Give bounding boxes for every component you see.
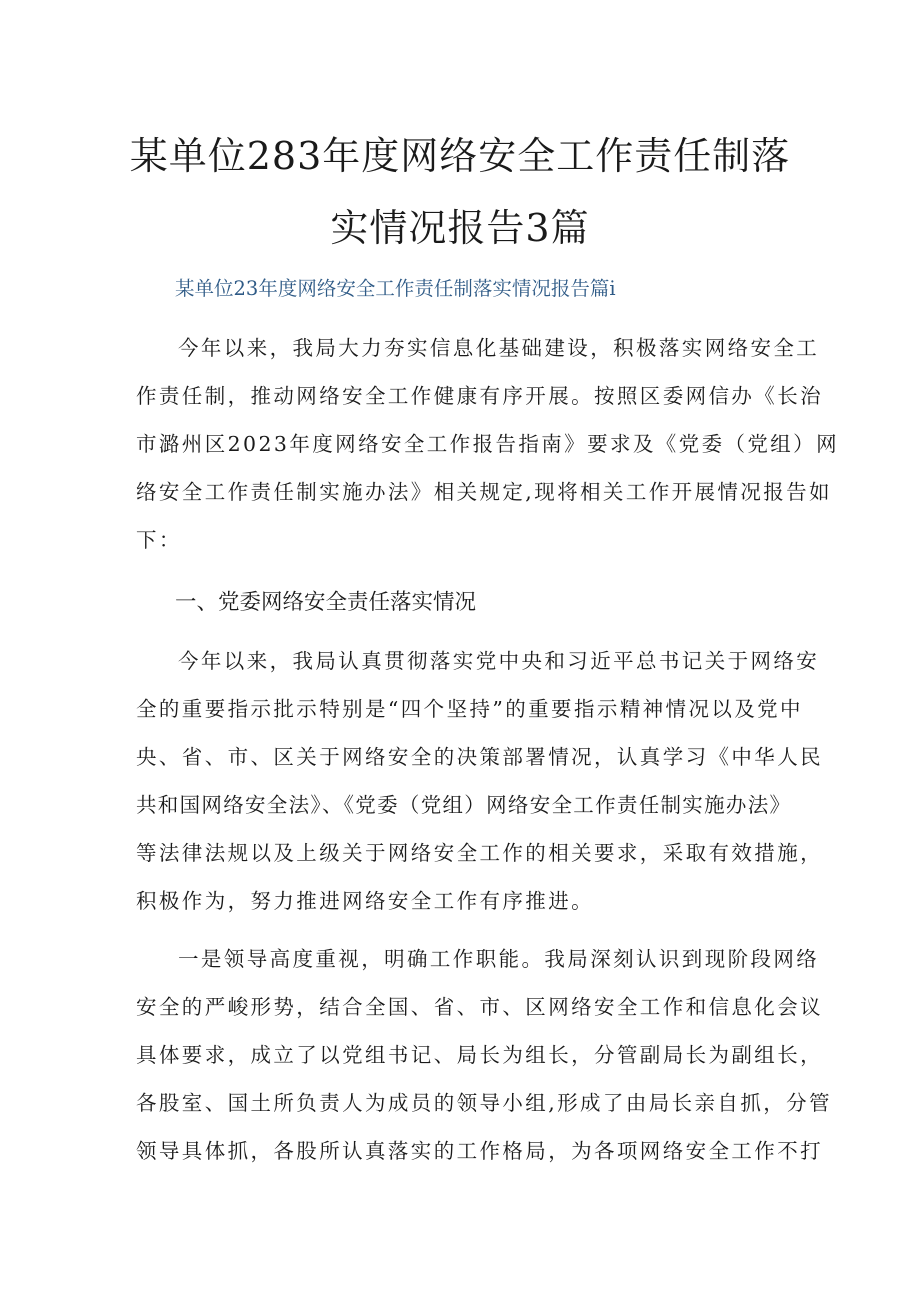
document-title-line-1: 某单位283年度网络安全工作责任制落 <box>129 134 791 178</box>
paragraph-2-line-6: 积极作为，努力推进网络安全工作有序推进。 <box>136 889 594 913</box>
paragraph-3-line-1: 一是领导高度重视，明确工作职能。我局深刻认识到现阶段网络 <box>178 947 820 971</box>
paragraph-2-line-3: 央、省、市、区关于网络安全的决策部署情况，认真学习《中华人民 <box>136 745 823 769</box>
paragraph-3-line-2: 安全的严峻形势，结合全国、省、市、区网络安全工作和信息化会议 <box>136 995 823 1019</box>
document-subtitle: 某单位23年度网络安全工作责任制落实情况报告篇i <box>175 277 616 300</box>
paragraph-1-line-4: 络安全工作责任制实施办法》相关规定,现将相关工作开展情况报告如 <box>136 480 832 504</box>
paragraph-2-line-4: 共和国网络安全法》、《党委（党组）网络安全工作责任制实施办法》 <box>136 793 792 817</box>
paragraph-2-line-1: 今年以来，我局认真贯彻落实党中央和习近平总书记关于网络安 <box>178 649 820 673</box>
paragraph-1-line-1: 今年以来，我局大力夯实信息化基础建设，积极落实网络安全工 <box>178 336 820 360</box>
paragraph-3-line-4: 各股室、国土所负责人为成员的领导小组,形成了由局长亲自抓，分管 <box>136 1091 832 1115</box>
paragraph-1-line-2: 作责任制，推动网络安全工作健康有序开展。按照区委网信办《长治 <box>136 384 823 408</box>
paragraph-2-line-5: 等法律法规以及上级关于网络安全工作的相关要求，采取有效措施， <box>136 841 823 865</box>
paragraph-3-line-3: 具体要求，成立了以党组书记、局长为组长，分管副局长为副组长， <box>136 1043 823 1067</box>
paragraph-3-line-5: 领导具体抓，各股所认真落实的工作格局，为各项网络安全工作不打 <box>136 1139 823 1163</box>
paragraph-1-line-3: 市潞州区2023年度网络安全工作报告指南》要求及《党委（党组）网 <box>136 432 839 456</box>
document-title-line-2: 实情况报告3篇 <box>330 206 590 250</box>
section-heading-1: 一、党委网络安全责任落实情况 <box>175 590 477 615</box>
paragraph-2-line-2: 全的重要指示批示特别是“四个坚持”的重要指示精神情况以及党中 <box>136 697 803 721</box>
paragraph-1-line-5: 下： <box>136 528 182 552</box>
